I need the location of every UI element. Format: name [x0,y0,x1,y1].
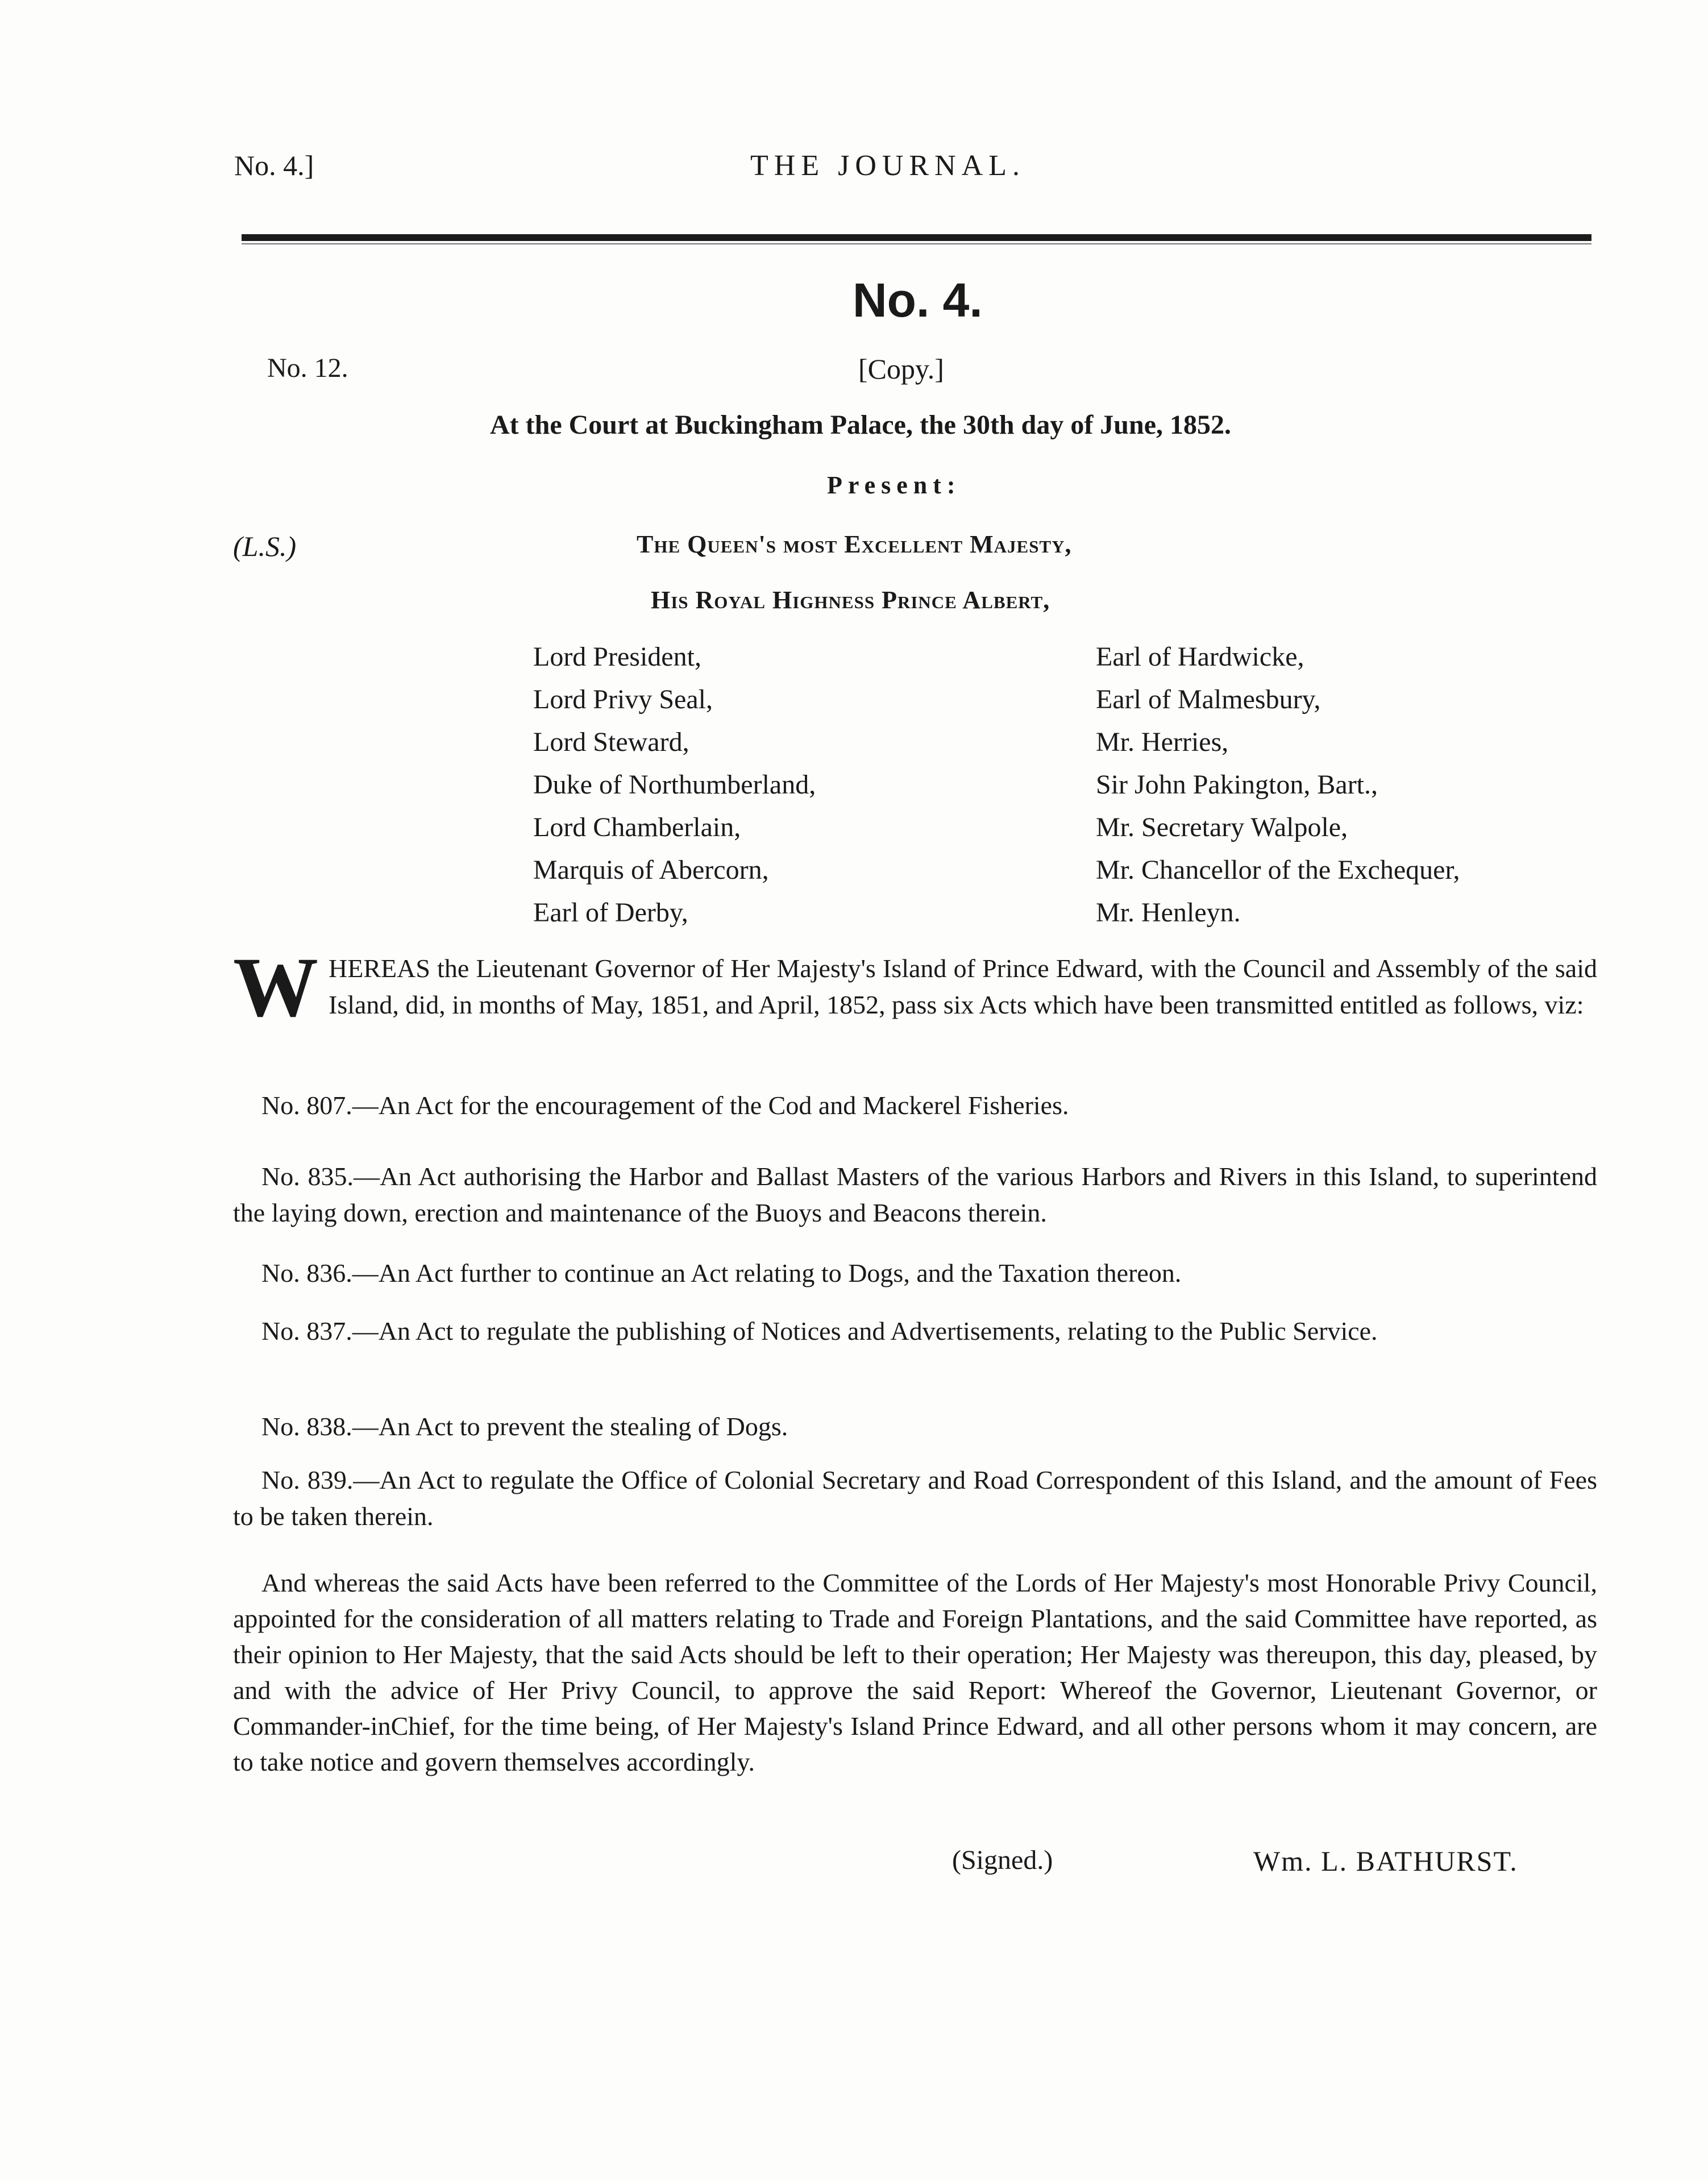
member-name: Mr. Secretary Walpole, [1096,812,1348,842]
act-entry: No. 807.—An Act for the encouragement of the Cod and Mackerel Fisheries. [261,1091,1069,1120]
member-name: Mr. Chancellor of the Exchequer, [1096,855,1460,885]
member-name: Earl of Malmesbury, [1096,684,1321,714]
member-name: Lord Privy Seal, [533,684,713,714]
member-name: Lord Steward, [533,727,689,757]
member-name: Mr. Herries, [1096,727,1229,757]
whereas-text: HEREAS the Lieutenant Governor of Her Majesty's Island of Prince Edward, with the Council and Assembly of the said Island, did, in months of May, 1851, and April, 1852, pass six Acts which have been transmitted entitled as follows, viz: [329,954,1597,1019]
drop-cap: W [233,940,318,1035]
member-name: Lord President, [533,642,701,672]
running-head-title: THE JOURNAL. [750,149,1025,182]
act-entry: No. 839.—An Act to regulate the Office of Colonial Secretary and Road Correspondent of this Island, and the amount of Fees to be taken therein. [233,1465,1597,1531]
signatory-name: Wm. L. BATHURST. [1253,1845,1518,1877]
court-heading: At the Court at Buckingham Palace, the 30th day of June, 1852. [490,410,1231,440]
member-name: Earl of Hardwicke, [1096,642,1304,672]
signed-label: (Signed.) [952,1845,1053,1875]
act-entry: No. 838.—An Act to prevent the stealing of Dogs. [261,1412,788,1441]
member-name: Mr. Henleyn. [1096,898,1241,928]
member-name: Lord Chamberlain, [533,812,741,842]
seal-mark: (L.S.) [233,530,297,562]
members-column-left [533,635,816,934]
attendee-queen: The Queen's most Excellent Majesty, [637,530,1072,558]
margin-reference: No. 12. [267,353,348,383]
whereas-paragraph [233,940,1597,1035]
copy-label: [Copy.] [858,353,944,385]
member-name: Duke of Northumberland, [533,770,816,800]
header-rule-thin [242,243,1591,244]
running-head-number: No. 4.] [234,149,314,181]
document-number: No. 4. [853,273,983,327]
header-rule [242,234,1591,241]
member-name: Marquis of Abercorn, [533,855,769,885]
present-heading: Present: [827,471,961,499]
act-entry: No. 835.—An Act authorising the Harbor and Ballast Masters of the various Harbors and Rivers in this Island, to superintend the laying down, erection and maintenance of the Buoys and Beacons therein. [233,1162,1597,1227]
act-entry: No. 836.—An Act further to continue an Act relating to Dogs, and the Taxation thereon. [261,1258,1182,1287]
attendee-prince: His Royal Highness Prince Albert, [651,586,1050,614]
and-whereas-paragraph: And whereas the said Acts have been referred to the Committee of the Lords of Her Majesty's most Honorable Privy Council, appointed for the consideration of all matters relating to Trade and Foreign Plantations, and the said Committee have reported, as their opinion to Her Majesty, that the said Acts should be left to their operation; Her Majesty was thereupon, this day, pleased, by and with the advice of Her Privy Council, to approve the said Report: Whereof the Governor, Lieutenant Governor, or Commander-inChief, for the time being, of Her Majesty's Island Prince Edward, and all other persons whom it may concern, are to take notice and govern themselves accordingly. [233,1568,1597,1776]
members-column-right [1096,635,1460,934]
act-entry: No. 837.—An Act to regulate the publishing of Notices and Advertisements, relating to the Public Service. [261,1316,1378,1345]
member-name: Earl of Derby, [533,898,688,928]
member-name: Sir John Pakington, Bart., [1096,770,1378,800]
